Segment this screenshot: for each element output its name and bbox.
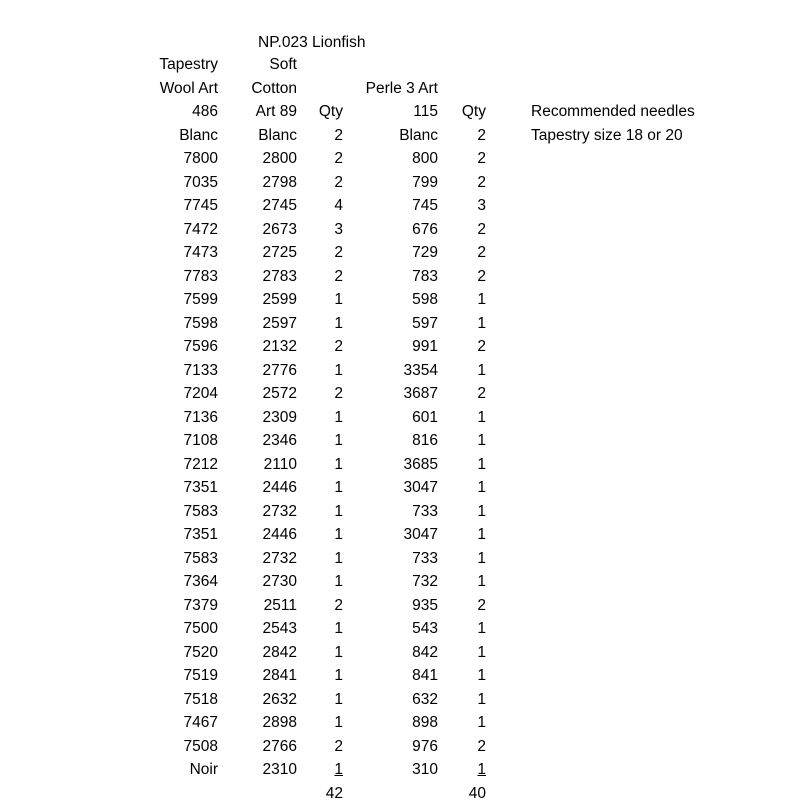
data-row-qty-perle-cell: 1	[438, 406, 486, 430]
data-row-perle-3-cell: 976	[343, 735, 438, 759]
header-row-soft-cotton-cell: Soft	[218, 53, 297, 77]
data-row-perle-3-cell: 601	[343, 406, 438, 430]
header-row-tapestry-wool-cell: Tapestry	[0, 53, 218, 77]
data-row-qty-cotton-cell: 1	[297, 641, 343, 665]
data-row-perle-3-cell: 898	[343, 711, 438, 735]
data-row-notes-cell	[486, 688, 736, 712]
data-row-qty-perle-cell: 2	[438, 594, 486, 618]
data-row-tapestry-wool-cell: 7583	[0, 547, 218, 571]
data-row-qty-cotton-cell: 1	[297, 406, 343, 430]
data-row-soft-cotton-cell: 2776	[218, 359, 297, 383]
data-row-qty-perle-cell: 1	[438, 664, 486, 688]
data-row-qty-perle-cell: 1	[438, 688, 486, 712]
data-row-perle-3-cell: 3687	[343, 382, 438, 406]
header-row-qty-cotton-cell	[297, 53, 343, 77]
data-row-tapestry-wool-cell: 7519	[0, 664, 218, 688]
data-row-qty-cotton-cell: 1	[297, 312, 343, 336]
data-row-notes-cell	[486, 664, 736, 688]
data-row-soft-cotton-cell: 2599	[218, 288, 297, 312]
data-row-perle-3-cell: 799	[343, 171, 438, 195]
data-row-soft-cotton-cell: 2732	[218, 500, 297, 524]
data-row-qty-perle-cell: 1	[438, 641, 486, 665]
header-row-notes-cell	[486, 53, 736, 77]
data-row-tapestry-wool-cell: 7108	[0, 429, 218, 453]
data-row-qty-perle-cell: 1	[438, 523, 486, 547]
header-row-notes-cell	[486, 77, 736, 101]
header-row-soft-cotton-cell: Art 89	[218, 100, 297, 124]
data-row-qty-perle-cell: 1	[438, 758, 486, 782]
thread-table	[0, 53, 736, 805]
data-row-tapestry-wool-cell: 7520	[0, 641, 218, 665]
header-row-qty-cotton-cell: Qty	[297, 100, 343, 124]
data-row-qty-cotton-cell: 1	[297, 758, 343, 782]
data-row-qty-cotton-cell: 1	[297, 453, 343, 477]
data-row-notes-cell	[486, 312, 736, 336]
data-row-notes-cell	[486, 194, 736, 218]
data-row-notes-cell	[486, 735, 736, 759]
data-row-soft-cotton-cell: 2841	[218, 664, 297, 688]
data-row-qty-cotton-cell: 1	[297, 429, 343, 453]
data-row-qty-cotton-cell: 2	[297, 241, 343, 265]
data-row-qty-perle-cell: 2	[438, 171, 486, 195]
data-row-tapestry-wool-cell: 7351	[0, 476, 218, 500]
data-row-soft-cotton-cell: 2745	[218, 194, 297, 218]
data-row-tapestry-wool-cell: 7599	[0, 288, 218, 312]
data-row-tapestry-wool-cell: 7800	[0, 147, 218, 171]
data-row-soft-cotton-cell: 2511	[218, 594, 297, 618]
data-row-qty-perle-cell: 2	[438, 335, 486, 359]
data-row-perle-3-cell: 729	[343, 241, 438, 265]
data-row-qty-cotton-cell: 2	[297, 171, 343, 195]
data-row-qty-cotton-cell: 1	[297, 359, 343, 383]
header-row-tapestry-wool-cell: Wool Art	[0, 77, 218, 101]
data-row-qty-perle-cell: 1	[438, 711, 486, 735]
data-row-tapestry-wool-cell: 7596	[0, 335, 218, 359]
data-row-perle-3-cell: 3047	[343, 523, 438, 547]
data-row-qty-cotton-cell: 4	[297, 194, 343, 218]
data-row-qty-cotton-cell: 2	[297, 147, 343, 171]
data-row-tapestry-wool-cell: 7212	[0, 453, 218, 477]
data-row-notes-cell	[486, 359, 736, 383]
data-row-perle-3-cell: 597	[343, 312, 438, 336]
data-row-soft-cotton-cell: Blanc	[218, 124, 297, 148]
data-row-notes-cell	[486, 406, 736, 430]
data-row-qty-perle-cell: 2	[438, 735, 486, 759]
data-row-perle-3-cell: 841	[343, 664, 438, 688]
data-row-tapestry-wool-cell: 7133	[0, 359, 218, 383]
data-row-soft-cotton-cell: 2673	[218, 218, 297, 242]
data-row-perle-3-cell: 676	[343, 218, 438, 242]
data-row-notes-cell	[486, 288, 736, 312]
data-row-notes-cell	[486, 758, 736, 782]
data-row-qty-cotton-cell: 2	[297, 735, 343, 759]
header-row-notes-cell: Recommended needles	[486, 100, 736, 124]
data-row-perle-3-cell: 632	[343, 688, 438, 712]
data-row-tapestry-wool-cell: 7351	[0, 523, 218, 547]
data-row-perle-3-cell: 816	[343, 429, 438, 453]
data-row-soft-cotton-cell: 2898	[218, 711, 297, 735]
data-row-qty-perle-cell: 2	[438, 382, 486, 406]
data-row-perle-3-cell: 543	[343, 617, 438, 641]
data-row-soft-cotton-cell: 2446	[218, 476, 297, 500]
data-row-qty-cotton-cell: 1	[297, 288, 343, 312]
data-row-notes-cell	[486, 523, 736, 547]
data-row-perle-3-cell: 800	[343, 147, 438, 171]
data-row-tapestry-wool-cell: 7518	[0, 688, 218, 712]
data-row-qty-cotton-cell: 1	[297, 523, 343, 547]
data-row-tapestry-wool-cell: 7583	[0, 500, 218, 524]
data-row-qty-perle-cell: 1	[438, 617, 486, 641]
data-row-soft-cotton-cell: 2732	[218, 547, 297, 571]
data-row-notes-cell	[486, 218, 736, 242]
data-row-notes-cell	[486, 476, 736, 500]
data-row-notes-cell	[486, 429, 736, 453]
totals-row-perle-3-cell	[343, 782, 438, 805]
data-row-qty-cotton-cell: 1	[297, 547, 343, 571]
data-row-qty-perle-cell: 1	[438, 476, 486, 500]
totals-row-soft-cotton-cell	[218, 782, 297, 805]
data-row-qty-perle-cell: 1	[438, 288, 486, 312]
data-row-notes-cell	[486, 641, 736, 665]
header-row-tapestry-wool-cell: 486	[0, 100, 218, 124]
data-row-qty-perle-cell: 1	[438, 429, 486, 453]
data-row-qty-cotton-cell: 1	[297, 617, 343, 641]
data-row-soft-cotton-cell: 2842	[218, 641, 297, 665]
header-row-perle-3-cell: Perle 3 Art	[343, 77, 438, 101]
data-row-tapestry-wool-cell: 7598	[0, 312, 218, 336]
data-row-soft-cotton-cell: 2346	[218, 429, 297, 453]
data-row-qty-perle-cell: 1	[438, 359, 486, 383]
data-row-qty-cotton-cell: 1	[297, 711, 343, 735]
data-row-perle-3-cell: Blanc	[343, 124, 438, 148]
data-row-notes-cell	[486, 547, 736, 571]
data-row-perle-3-cell: 732	[343, 570, 438, 594]
data-row-qty-cotton-cell: 3	[297, 218, 343, 242]
data-row-tapestry-wool-cell: Blanc	[0, 124, 218, 148]
data-row-soft-cotton-cell: 2766	[218, 735, 297, 759]
data-row-qty-perle-cell: 2	[438, 218, 486, 242]
data-row-notes-cell	[486, 171, 736, 195]
data-row-qty-perle-cell: 3	[438, 194, 486, 218]
data-row-perle-3-cell: 991	[343, 335, 438, 359]
header-row-perle-3-cell	[343, 53, 438, 77]
data-row-tapestry-wool-cell: 7783	[0, 265, 218, 289]
totals-row-qty-cotton-cell: 42	[297, 782, 343, 805]
header-row-qty-perle-cell	[438, 53, 486, 77]
data-row-qty-cotton-cell: 1	[297, 476, 343, 500]
header-row-perle-3-cell: 115	[343, 100, 438, 124]
data-row-soft-cotton-cell: 2446	[218, 523, 297, 547]
data-row-qty-perle-cell: 1	[438, 453, 486, 477]
data-row-notes-cell	[486, 335, 736, 359]
data-row-qty-perle-cell: 1	[438, 312, 486, 336]
data-row-tapestry-wool-cell: 7204	[0, 382, 218, 406]
data-row-soft-cotton-cell: 2309	[218, 406, 297, 430]
totals-row-notes-cell	[486, 782, 736, 805]
data-row-qty-perle-cell: 1	[438, 547, 486, 571]
data-row-tapestry-wool-cell: 7467	[0, 711, 218, 735]
data-row-soft-cotton-cell: 2310	[218, 758, 297, 782]
data-row-tapestry-wool-cell: 7035	[0, 171, 218, 195]
data-row-tapestry-wool-cell: 7473	[0, 241, 218, 265]
data-row-notes-cell	[486, 382, 736, 406]
data-row-qty-perle-cell: 2	[438, 124, 486, 148]
data-row-qty-cotton-cell: 2	[297, 594, 343, 618]
data-row-qty-cotton-cell: 2	[297, 124, 343, 148]
data-row-perle-3-cell: 745	[343, 194, 438, 218]
totals-row-tapestry-wool-cell	[0, 782, 218, 805]
data-row-notes-cell	[486, 500, 736, 524]
data-row-soft-cotton-cell: 2597	[218, 312, 297, 336]
data-row-perle-3-cell: 783	[343, 265, 438, 289]
header-row-qty-cotton-cell	[297, 77, 343, 101]
data-row-notes-cell	[486, 594, 736, 618]
totals-row-qty-perle-cell: 40	[438, 782, 486, 805]
data-row-perle-3-cell: 935	[343, 594, 438, 618]
data-row-notes-cell	[486, 147, 736, 171]
data-row-soft-cotton-cell: 2132	[218, 335, 297, 359]
header-row-qty-perle-cell	[438, 77, 486, 101]
data-row-perle-3-cell: 3685	[343, 453, 438, 477]
data-row-notes-cell: Tapestry size 18 or 20	[486, 124, 736, 148]
data-row-notes-cell	[486, 265, 736, 289]
data-row-soft-cotton-cell: 2800	[218, 147, 297, 171]
data-row-qty-cotton-cell: 2	[297, 382, 343, 406]
data-row-qty-cotton-cell: 1	[297, 570, 343, 594]
header-row-qty-perle-cell: Qty	[438, 100, 486, 124]
data-row-notes-cell	[486, 241, 736, 265]
data-row-qty-perle-cell: 1	[438, 500, 486, 524]
data-row-tapestry-wool-cell: 7364	[0, 570, 218, 594]
data-row-soft-cotton-cell: 2798	[218, 171, 297, 195]
data-row-tapestry-wool-cell: 7379	[0, 594, 218, 618]
data-row-soft-cotton-cell: 2110	[218, 453, 297, 477]
data-row-soft-cotton-cell: 2632	[218, 688, 297, 712]
data-row-qty-cotton-cell: 1	[297, 664, 343, 688]
data-row-soft-cotton-cell: 2543	[218, 617, 297, 641]
data-row-qty-cotton-cell: 1	[297, 500, 343, 524]
data-row-perle-3-cell: 598	[343, 288, 438, 312]
data-row-tapestry-wool-cell: Noir	[0, 758, 218, 782]
data-row-notes-cell	[486, 617, 736, 641]
data-row-qty-perle-cell: 1	[438, 570, 486, 594]
data-row-qty-perle-cell: 2	[438, 265, 486, 289]
data-row-tapestry-wool-cell: 7508	[0, 735, 218, 759]
data-row-qty-cotton-cell: 2	[297, 335, 343, 359]
data-row-qty-cotton-cell: 1	[297, 688, 343, 712]
data-row-perle-3-cell: 733	[343, 500, 438, 524]
data-row-notes-cell	[486, 570, 736, 594]
data-row-perle-3-cell: 733	[343, 547, 438, 571]
data-row-notes-cell	[486, 711, 736, 735]
data-row-qty-cotton-cell: 2	[297, 265, 343, 289]
data-row-soft-cotton-cell: 2572	[218, 382, 297, 406]
data-row-tapestry-wool-cell: 7500	[0, 617, 218, 641]
data-row-perle-3-cell: 310	[343, 758, 438, 782]
sheet-title: NP.023 Lionfish	[258, 32, 365, 54]
data-row-qty-perle-cell: 2	[438, 147, 486, 171]
data-row-notes-cell	[486, 453, 736, 477]
data-row-soft-cotton-cell: 2725	[218, 241, 297, 265]
data-row-perle-3-cell: 3354	[343, 359, 438, 383]
data-row-perle-3-cell: 842	[343, 641, 438, 665]
data-row-soft-cotton-cell: 2783	[218, 265, 297, 289]
data-row-tapestry-wool-cell: 7745	[0, 194, 218, 218]
header-row-soft-cotton-cell: Cotton	[218, 77, 297, 101]
data-row-tapestry-wool-cell: 7472	[0, 218, 218, 242]
data-row-tapestry-wool-cell: 7136	[0, 406, 218, 430]
data-row-perle-3-cell: 3047	[343, 476, 438, 500]
data-row-soft-cotton-cell: 2730	[218, 570, 297, 594]
data-row-qty-perle-cell: 2	[438, 241, 486, 265]
